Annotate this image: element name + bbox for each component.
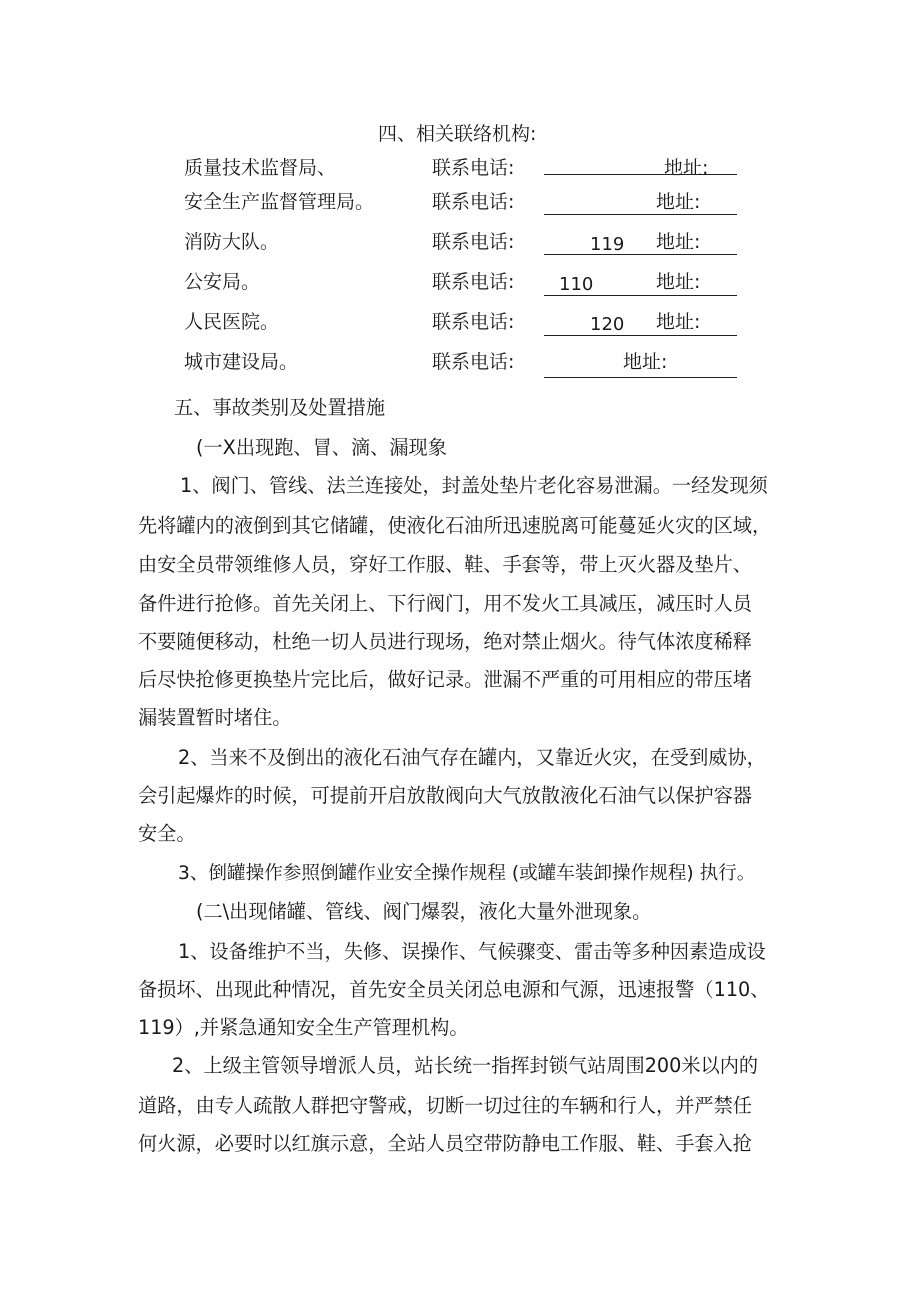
phone-label: 联系电话: bbox=[432, 157, 515, 179]
text-line: 不要随便移动，杜绝一切人员进行现场，绝对禁止烟火。待气体浓度稀释 bbox=[138, 630, 752, 653]
text-line: 备件进行抢修。首先关闭上、下行阀门，用不发火工具减压，减压时人员 bbox=[138, 592, 752, 615]
contact-name: 公安局。 bbox=[184, 271, 261, 293]
text-line: 安全。 bbox=[138, 822, 196, 845]
address-label: 地址: bbox=[656, 271, 701, 293]
text-line: 1、设备维护不当，失修、误操作、气候骤变、雷击等多种因素造成设 bbox=[178, 940, 766, 963]
text-line: 2、上级主管领导增派人员，站长统一指挥封锁气站周围200米以内的 bbox=[172, 1054, 759, 1077]
text-line: 会引起爆炸的时候，可提前开启放散阀向大气放散液化石油气以保护容器 bbox=[138, 784, 752, 807]
text-line: 道路，由专人疏散人群把守警戒，切断一切过往的车辆和行人，并严禁任 bbox=[138, 1094, 752, 1117]
address-label: 地址: bbox=[664, 157, 709, 179]
contact-name: 消防大队。 bbox=[184, 231, 280, 253]
phone-underline bbox=[544, 214, 737, 215]
contact-name: 安全生产监督管理局。 bbox=[184, 191, 375, 213]
phone-underline bbox=[544, 377, 737, 378]
text-line: 漏装置暂时堵住。 bbox=[138, 706, 292, 729]
address-label: 地址: bbox=[656, 191, 701, 213]
phone-underline bbox=[544, 174, 737, 175]
phone-label: 联系电话: bbox=[432, 191, 515, 213]
phone-number: 110 bbox=[559, 274, 594, 295]
text-line: 由安全员带领维修人员，穿好工作服、鞋、手套等，带上灭火器及垫片、 bbox=[138, 553, 752, 576]
text-line: 备损坏、出现此种情况，首先安全员关闭总电源和气源，迅速报警（110、 bbox=[138, 978, 770, 1001]
subsection-1-title: (一X出现跑、冒、滴、漏现象 bbox=[196, 436, 447, 459]
text-line: 119）,并紧急通知安全生产管理机构。 bbox=[138, 1016, 469, 1039]
phone-label: 联系电话: bbox=[432, 271, 515, 293]
contact-name: 城市建设局。 bbox=[184, 351, 299, 373]
subsection-2-title: (二\出现储罐、管线、阀门爆裂，液化大量外泄现象。 bbox=[196, 900, 652, 923]
phone-underline bbox=[544, 254, 737, 255]
text-line: 1、阀门、管线、法兰连接处，封盖处垫片老化容易泄漏。一经发现须 bbox=[180, 474, 768, 497]
text-line: 先将罐内的液倒到其它储罐，使液化石油所迅速脱离可能蔓延火灾的区域， bbox=[138, 514, 772, 537]
contact-name: 质量技术监督局、 bbox=[184, 157, 337, 179]
phone-underline bbox=[544, 295, 737, 296]
address-label: 地址: bbox=[623, 351, 668, 373]
section-5-title: 五、事故类别及处置措施 bbox=[174, 396, 386, 419]
text-line: 2、当来不及倒出的液化石油气存在罐内，又靠近火灾，在受到威协， bbox=[178, 746, 766, 769]
address-label: 地址: bbox=[656, 311, 701, 333]
phone-label: 联系电话: bbox=[432, 351, 515, 373]
text-line: 何火源，必要时以红旗示意，全站人员空带防静电工作服、鞋、手套入抢 bbox=[138, 1132, 752, 1155]
phone-label: 联系电话: bbox=[432, 231, 515, 253]
phone-label: 联系电话: bbox=[432, 311, 515, 333]
address-label: 地址: bbox=[656, 231, 701, 253]
section-4-title: 四、相关联络机构: bbox=[378, 123, 537, 145]
phone-number: 119 bbox=[590, 234, 625, 255]
contact-name: 人民医院。 bbox=[184, 311, 280, 333]
text-line: 后尽快抢修更换垫片完比后，做好记录。泄漏不严重的可用相应的带压堵 bbox=[138, 668, 752, 691]
phone-underline bbox=[544, 335, 737, 336]
paragraph-1-3: 3、倒罐操作参照倒罐作业安全操作规程 (或罐车装卸操作规程) 执行。 bbox=[178, 863, 756, 884]
phone-number: 120 bbox=[590, 314, 625, 335]
